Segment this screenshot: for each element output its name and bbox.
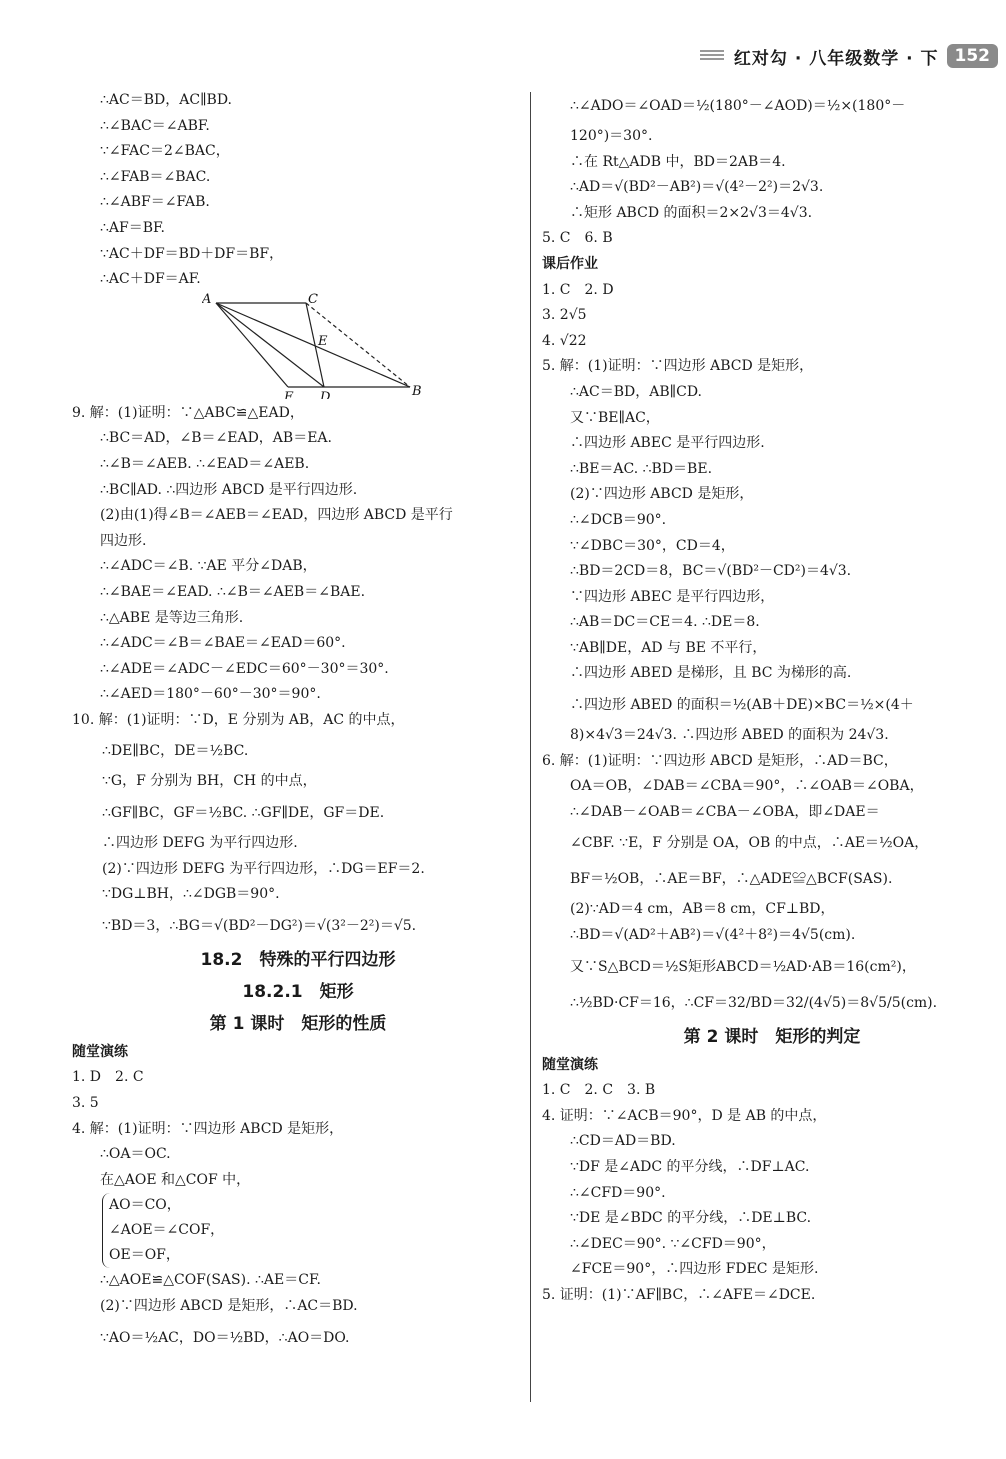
label-C: C: [308, 292, 318, 307]
question-9: [72, 401, 524, 708]
text-line: ∴△ABE 是等边三角形.: [100, 609, 244, 626]
text-line: ∴四边形 DEFG 为平行四边形.: [102, 835, 298, 852]
text-line: ∴∠CFD＝90°.: [570, 1184, 666, 1201]
column-divider: [530, 92, 531, 1402]
text-line: ∴四边形 ABED 是梯形，且 BC 为梯形的高.: [570, 665, 852, 682]
text-line: ∴AC＝BD，AC∥BD.: [100, 92, 232, 108]
practice-heading: 随堂演练: [542, 1056, 598, 1073]
practice-section-right: [542, 1053, 1002, 1309]
label-E: E: [318, 333, 328, 349]
text-line: ∴∠AED＝180°－60°－30°＝90°.: [100, 686, 321, 703]
text-line: ∴BD＝√(AD²＋AB²)＝√(4²＋8²)＝4√5(cm).: [570, 927, 856, 944]
text-line: ∴△AOE≌△COF(SAS). ∴AE＝CF.: [100, 1272, 321, 1289]
text-line: ∵BD＝3，∴BG＝√(BD²－DG²)＝√(3²－2²)＝√5.: [102, 917, 417, 934]
text-line: 5. 解：(1)证明：∵四边形 ABCD 是矩形，: [542, 358, 814, 375]
text-line: ∴四边形 ABED 的面积＝½(AB＋DE)×BC＝½×(4＋: [570, 697, 914, 714]
text-line: ∴∠ADC＝∠B＝∠BAE＝∠EAD＝60°.: [100, 635, 346, 652]
proof-continuation: [72, 88, 524, 293]
text-line: (2)∵四边形 ABCD 是矩形，∴AC＝BD.: [100, 1298, 358, 1314]
text-line: ∴矩形 ABCD 的面积＝2×2√3＝4√3.: [570, 204, 813, 221]
text-line: 120°)＝30°.: [570, 128, 653, 144]
text-line: ∴AD＝√(BD²－AB²)＝√(4²－2²)＝2√3.: [570, 179, 824, 196]
text-line: ∴∠B＝∠AEB. ∴∠EAD＝∠AEB.: [100, 455, 310, 472]
text-line: (2)∵AD＝4 cm，AB＝8 cm，CF⊥BD，: [570, 901, 835, 918]
text-line: 4. 解：(1)证明：∵四边形 ABCD 是矩形，: [72, 1120, 344, 1137]
homework-section: [542, 252, 1002, 1021]
text-line: 6. 解：(1)证明：∵四边形 ABCD 是矩形，∴AD＝BC，: [542, 752, 898, 769]
label-F: F: [284, 389, 294, 399]
text-line: ∴∠BAC＝∠ABF.: [100, 117, 210, 134]
book-title: 红对勾 · 八年级数学 · 下: [733, 48, 939, 69]
text-line: 四边形.: [100, 532, 147, 549]
page-number: 152: [947, 44, 999, 68]
text-line: AO＝CO，: [109, 1197, 181, 1214]
text-line: ∴∠FAB＝∠BAC.: [100, 168, 211, 185]
geometry-figure: [72, 293, 524, 401]
text-line: ∴∠ADC＝∠B. ∵AE 平分∠DAB，: [100, 558, 317, 575]
text-line: 3. 5: [72, 1095, 99, 1112]
text-line: ∴BC＝AD，∠B＝∠EAD，AB＝EA.: [100, 430, 332, 447]
label-B: B: [412, 383, 422, 399]
text-line: ∴DE∥BC，DE＝½BC.: [102, 743, 249, 760]
text-line: ∴∠ADO＝∠OAD＝½(180°－∠AOD)＝½×(180°－: [570, 98, 906, 114]
text-line: ∴∠DEC＝90°. ∵∠CFD＝90°，: [570, 1235, 776, 1252]
text-line: 5. C 6. B: [542, 230, 613, 247]
text-line: 8)×4√3＝24√3. ∴四边形 ABED 的面积为 24√3.: [570, 727, 889, 744]
text-line: 5. 证明：(1)∵AF∥BC，∴∠AFE＝∠DCE.: [542, 1286, 816, 1303]
label-A: A: [202, 292, 212, 307]
text-line: 又∵S△BCD＝½S矩形ABCD＝½AD·AB＝16(cm²)，: [570, 958, 916, 975]
text-line: ∵DE 是∠BDC 的平分线，∴DE⊥BC.: [570, 1210, 812, 1227]
practice-heading: 随堂演练: [72, 1043, 128, 1060]
text-line: ∴∠DAB－∠OAB＝∠CBA－∠OBA，即∠DAE＝: [570, 803, 880, 820]
text-line: (2)由(1)得∠B＝∠AEB＝∠EAD，四边形 ABCD 是平行: [100, 507, 453, 524]
label-D: D: [320, 389, 331, 399]
text-line: ∴∠ABF＝∠FAB.: [100, 194, 210, 211]
lesson-title: 第 2 课时 矩形的判定: [683, 1026, 861, 1047]
text-line: ∴AC＝BD，AB∥CD.: [570, 383, 702, 400]
text-line: ∴四边形 ABEC 是平行四边形.: [570, 435, 765, 452]
text-line: ∴½BD·CF＝16，∴CF＝32/BD＝32/(4√5)＝8√5/5(cm).: [570, 994, 938, 1011]
subsection-title: 18.2.1 矩形: [242, 981, 354, 1002]
text-line: 3. 2√5: [542, 307, 587, 324]
section-title: 18.2 特殊的平行四边形: [200, 949, 396, 970]
text-line: 1. C 2. C 3. B: [542, 1082, 656, 1099]
text-line: (2)∵四边形 DEFG 为平行四边形，∴DG＝EF＝2.: [102, 860, 425, 877]
text-line: ∠AOE＝∠COF，: [109, 1222, 225, 1239]
text-line: 在△AOE 和△COF 中，: [100, 1171, 251, 1188]
text-line: ∴BD＝2CD＝8，BC＝√(BD²－CD²)＝4√3.: [570, 563, 852, 580]
text-line: ∴∠DCB＝90°.: [570, 511, 667, 528]
text-line: (2)∵四边形 ABCD 是矩形，: [570, 486, 754, 503]
text-line: ∴在 Rt△ADB 中，BD＝2AB＝4.: [570, 153, 786, 170]
text-line: 4. 证明：∵∠ACB＝90°，D 是 AB 的中点，: [542, 1107, 827, 1124]
text-line: ∵AB∥DE，AD 与 BE 不平行，: [570, 639, 767, 656]
text-line: ∴AF＝BF.: [100, 219, 166, 236]
practice-section: [72, 1040, 524, 1356]
text-line: 又∵BE∥AC，: [570, 409, 660, 426]
text-line: ∠CBF. ∵E，F 分别是 OA，OB 的中点，∴AE＝½OA，: [570, 835, 929, 852]
text-line: ∴∠BAE＝∠EAD. ∴∠B＝∠AEB＝∠BAE.: [100, 583, 366, 600]
text-line: 1. D 2. C: [72, 1069, 144, 1086]
parallelogram-diagram: [202, 293, 432, 399]
right-column: [542, 88, 1002, 1309]
text-line: OA＝OB，∠DAB＝∠CBA＝90°，∴∠OAB＝∠OBA，: [570, 778, 924, 795]
lesson-title: 第 1 课时 矩形的性质: [209, 1013, 387, 1034]
text-line: BF＝½OB，∴AE＝BF，∴△ADE≌△BCF(SAS).: [570, 871, 893, 888]
text-line: ∴BC∥AD. ∴四边形 ABCD 是平行四边形.: [100, 481, 358, 498]
text-line: ∠FCE＝90°，∴四边形 FDEC 是矩形.: [570, 1261, 819, 1278]
text-line: ∴AC＋DF＝AF.: [100, 271, 201, 288]
question-10: [72, 708, 524, 944]
text-line: ∵四边形 ABEC 是平行四边形，: [570, 588, 775, 605]
text-line: ∴OA＝OC.: [100, 1146, 171, 1163]
text-line: ∴CD＝AD＝BD.: [570, 1133, 676, 1150]
text-line: ∴∠ADE＝∠ADC－∠EDC＝60°－30°＝30°.: [100, 660, 389, 677]
homework-heading: 课后作业: [542, 255, 598, 272]
text-line: ∵DG⊥BH，∴∠DGB＝90°.: [102, 886, 280, 903]
text-line: OE＝OF，: [109, 1247, 180, 1264]
text-line: ∵∠DBC＝30°，CD＝4，: [570, 537, 735, 554]
question-line: 9. 解：(1)证明：∵△ABC≌△EAD，: [72, 404, 304, 421]
text-line: ∵DF 是∠ADC 的平分线，∴DF⊥AC.: [570, 1159, 810, 1175]
text-line: 4. √22: [542, 332, 587, 349]
text-line: ∵∠FAC＝2∠BAC，: [100, 143, 230, 160]
header-decor-lines: [700, 50, 724, 62]
text-line: ∴AB＝DC＝CE＝4. ∴DE＝8.: [570, 614, 760, 631]
text-line: ∵G，F 分别为 BH，CH 的中点，: [102, 773, 317, 790]
text-line: ∴BE＝AC. ∴BD＝BE.: [570, 460, 713, 477]
page-header: [700, 42, 998, 70]
text-line: ∵AC＋DF＝BD＋DF＝BF，: [100, 245, 284, 262]
left-column: [72, 88, 524, 1356]
equation-brace: [102, 1193, 524, 1268]
proof-continuation-right: [542, 88, 1002, 252]
text-line: 1. C 2. D: [542, 281, 614, 298]
text-line: ∵AO＝½AC，DO＝½BD，∴AO＝DO.: [100, 1329, 350, 1346]
text-line: ∴GF∥BC，GF＝½BC. ∴GF∥DE，GF＝DE.: [102, 805, 385, 822]
question-line: 10. 解：(1)证明：∵D，E 分别为 AB，AC 的中点，: [72, 711, 405, 728]
